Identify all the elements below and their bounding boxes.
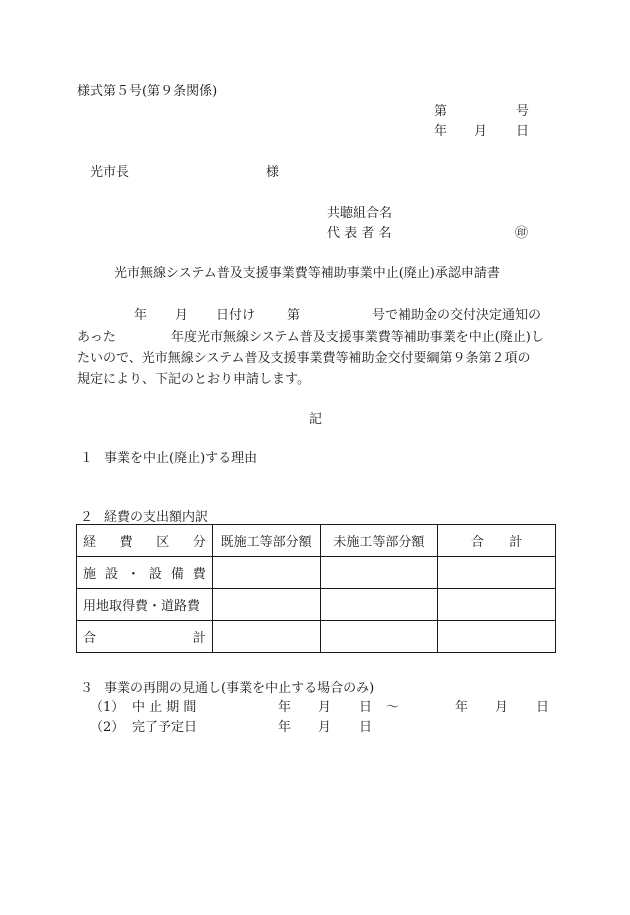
header-total: 合 計 [438, 525, 556, 557]
cell-land-unexecuted [320, 589, 438, 621]
item1-tilde: ～ [386, 700, 400, 715]
item1-start-month: 月 [318, 700, 332, 715]
ki-heading: 記 [309, 412, 323, 427]
table-row-facility [77, 557, 556, 589]
form-label: 様式第５号(第９条関係) [77, 84, 218, 99]
item2-label: 完了予定日 [132, 720, 198, 735]
cell-facility-executed [212, 557, 320, 589]
header-unexecuted-amount: 未施工等部分額 [320, 525, 438, 557]
body-line2-rest: 年度光市無線システム普及支援事業費等補助事業を中止(廃止)し [171, 330, 544, 345]
table-header-row [77, 525, 556, 557]
cell-land-total [438, 589, 556, 621]
doc-date-year: 年 [434, 124, 448, 139]
item1-start-day: 日 [359, 700, 373, 715]
item1-end-month: 月 [495, 700, 509, 715]
row-label-facility: 施 設 ・ 設 備 費 [77, 557, 213, 589]
header-category: 経 費 区 分 [77, 525, 213, 557]
section1-number: １ [80, 451, 94, 466]
cell-sum-total [438, 621, 556, 653]
union-name-label: 共聴組合名 [327, 206, 393, 221]
table-row-land [77, 589, 556, 621]
body-day-dated: 日付け [216, 308, 256, 323]
item1-number: （1） [90, 700, 125, 715]
body-line3: たいので、光市無線システム普及支援事業費等補助金交付要綱第９条第２項の [77, 351, 531, 366]
addressee-honorific: 様 [266, 165, 280, 180]
row-label-land: 用地取得費・道路費 [77, 589, 213, 621]
body-line4: 規定により、下記のとおり申請します。 [77, 372, 310, 387]
cell-sum-executed [212, 621, 320, 653]
section2-number: ２ [80, 510, 94, 525]
item2-month: 月 [318, 720, 332, 735]
doc-number-dai: 第 [434, 104, 448, 119]
addressee-name: 光市長 [90, 165, 130, 180]
doc-date-day: 日 [516, 124, 530, 139]
representative-label: 代 表 者 名 [327, 226, 392, 241]
section3-title: 事業の再開の見通し(事業を中止する場合のみ) [104, 681, 375, 696]
section3-number: ３ [80, 681, 94, 696]
seal-mark: ㊞ [515, 226, 529, 241]
item1-end-year: 年 [455, 700, 469, 715]
item2-number: （2） [90, 720, 125, 735]
body-line2-start: あった [77, 330, 116, 345]
header-executed-amount: 既施工等部分額 [212, 525, 320, 557]
row-label-sum: 合 計 [77, 621, 213, 653]
doc-date-month: 月 [474, 124, 488, 139]
item2-year: 年 [278, 720, 292, 735]
doc-number-go: 号 [516, 104, 530, 119]
body-year: 年 [134, 308, 148, 323]
section1-title: 事業を中止(廃止)する理由 [104, 451, 258, 466]
body-month: 月 [175, 308, 189, 323]
cell-sum-unexecuted [320, 621, 438, 653]
document-title: 光市無線システム普及支援事業費等補助事業中止(廃止)承認申請書 [114, 266, 500, 281]
item1-start-year: 年 [278, 700, 292, 715]
expense-table [76, 524, 556, 653]
body-dai: 第 [287, 308, 301, 323]
table-row-sum [77, 621, 556, 653]
item1-label: 中 止 期 間 [132, 700, 197, 715]
cell-land-executed [212, 589, 320, 621]
item1-end-day: 日 [536, 700, 550, 715]
item2-day: 日 [359, 720, 373, 735]
cell-facility-unexecuted [320, 557, 438, 589]
cell-facility-total [438, 557, 556, 589]
body-line1-rest: 号で補助金の交付決定通知の [372, 308, 542, 323]
section2-title: 経費の支出額内訳 [104, 510, 209, 525]
